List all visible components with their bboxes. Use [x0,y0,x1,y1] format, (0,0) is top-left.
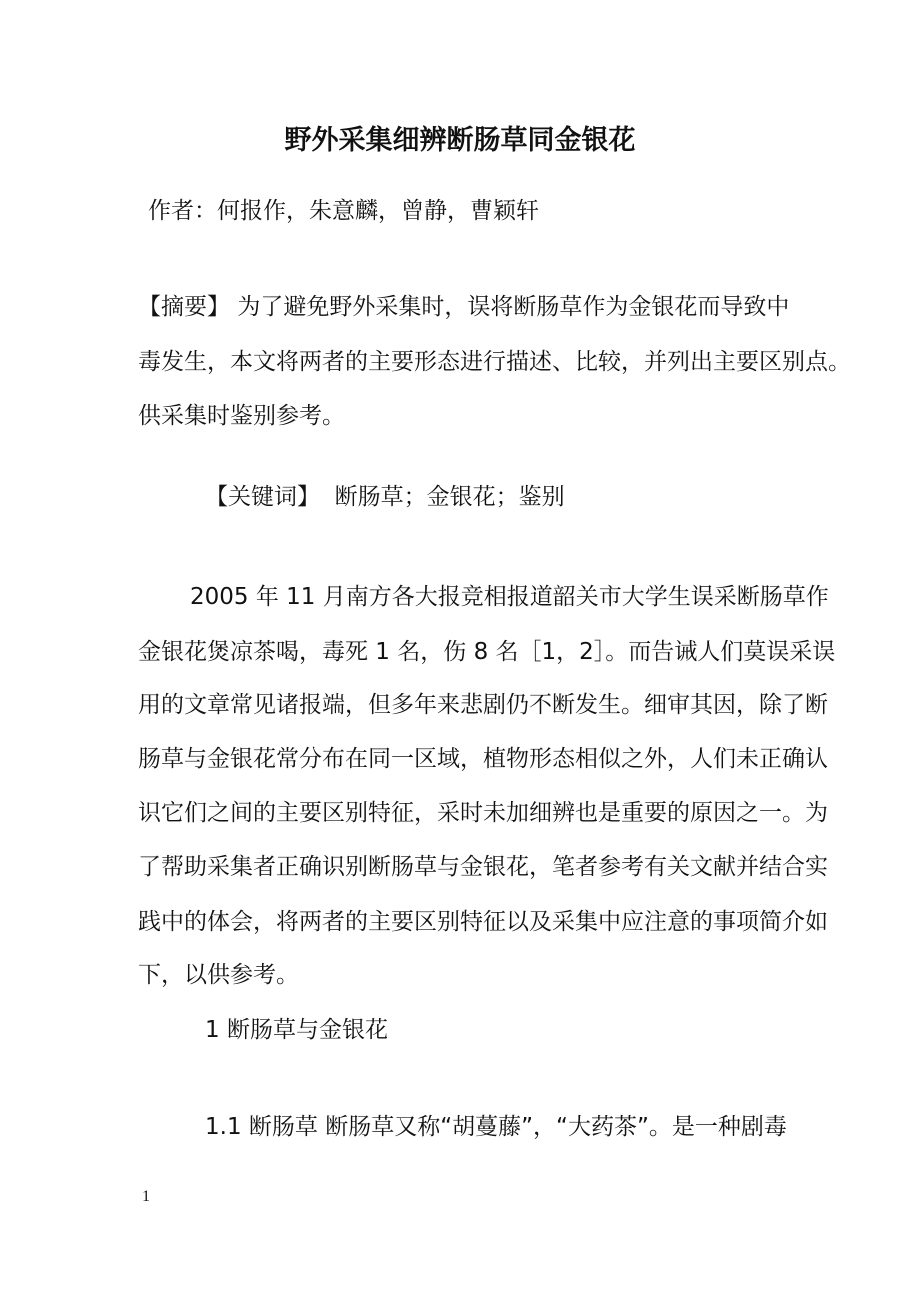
page-number: 1 [142,1188,150,1205]
paragraph-line: 下，以供参考。 [138,962,299,988]
keywords-label: 【关键词】 [205,484,320,510]
abstract-line: 供采集时鉴别参考。 [138,403,345,429]
paragraph-line: 金银花煲凉茶喝，毒死 1 名，伤 8 名［1，2］。而告诫人们莫误采误 [138,639,836,665]
section-heading-1-1: 1.1 断肠草 断肠草又称“胡蔓藤”，“大药茶”。是一种剧毒 [205,1114,787,1140]
abstract-line: 【摘要】 为了避免野外采集时，误将断肠草作为金银花而导致中 [138,294,790,320]
section-heading-1: 1 断肠草与金银花 [205,1017,388,1043]
abstract-line: 毒发生，本文将两者的主要形态进行描述、比较，并列出主要区别点。 [138,349,851,375]
paragraph-line: 肠草与金银花常分布在同一区域，植物形态相似之外，人们未正确认 [138,746,828,772]
paragraph-line: 践中的体会，将两者的主要区别特征以及采集中应注意的事项简介如 [138,909,828,935]
keywords [205,482,565,512]
abstract-label: 【摘要】 [138,294,230,320]
paragraph-line: 用的文章常见诸报端，但多年来悲剧仍不断发生。细审其因，除了断 [138,692,828,718]
document-title: 野外采集细辨断肠草同金银花 [284,125,636,156]
paragraph-line: 识它们之间的主要区别特征，采时未加细辨也是重要的原因之一。为 [138,800,828,826]
paragraph-line: 了帮助采集者正确识别断肠草与金银花，笔者参考有关文献并结合实 [138,854,828,880]
paragraph-line: 2005 年 11 月南方各大报竞相报道韶关市大学生误采断肠草作 [190,584,829,610]
keywords-text: 断肠草；金银花；鉴别 [334,484,565,510]
authors: 作者：何报作，朱意麟，曾静，曹颖轩 [148,198,539,224]
